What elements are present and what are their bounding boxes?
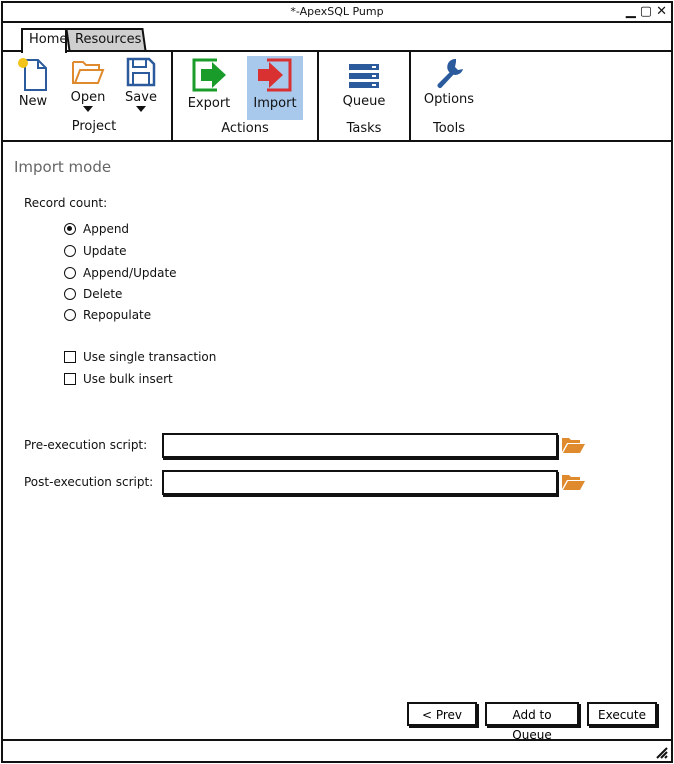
single-transaction-checkbox[interactable]: Use single transaction <box>64 350 216 364</box>
radio-delete[interactable]: Delete <box>64 287 122 301</box>
new-file-icon <box>16 56 50 92</box>
radio-append[interactable]: Append <box>64 222 129 236</box>
pre-execution-browse-button[interactable] <box>560 435 586 459</box>
prev-button[interactable]: < Prev <box>407 702 477 726</box>
pre-execution-label: Pre-execution script: <box>24 438 148 452</box>
post-execution-browse-button[interactable] <box>560 472 586 496</box>
pre-execution-script-input[interactable] <box>162 433 558 458</box>
ribbon-group-tasks <box>319 52 411 140</box>
minimize-icon[interactable]: ▁ <box>625 4 636 19</box>
export-arrow-icon <box>187 56 231 94</box>
save-disk-icon <box>125 56 157 88</box>
ribbon-group-tools <box>411 52 487 140</box>
import-mode-panel <box>3 142 671 742</box>
bulk-insert-checkbox[interactable]: Use bulk insert <box>64 372 173 386</box>
window-title: *-ApexSQL Pump <box>290 5 384 18</box>
ribbon-group-label: Actions <box>221 121 269 136</box>
ribbon <box>3 50 671 142</box>
folder-open-icon <box>560 472 586 492</box>
ribbon-group-project <box>3 52 173 140</box>
ribbon-tabs <box>3 23 671 51</box>
radio-selected-icon <box>64 223 76 235</box>
import-arrow-icon <box>253 56 297 94</box>
checkbox-icon <box>64 373 76 385</box>
ribbon-group-actions <box>173 52 319 140</box>
status-bar <box>3 739 671 761</box>
tab-resources[interactable]: Resources <box>65 28 146 52</box>
queue-button[interactable]: Queue <box>339 56 389 109</box>
post-execution-label: Post-execution script: <box>24 475 154 489</box>
new-button[interactable]: New <box>13 56 53 109</box>
record-count-label: Record count: <box>24 196 108 210</box>
window-controls <box>626 3 667 21</box>
save-button[interactable]: Save <box>121 56 161 112</box>
radio-update[interactable]: Update <box>64 244 126 258</box>
execute-button[interactable]: Execute <box>587 702 657 726</box>
resize-grip-icon[interactable] <box>654 745 668 759</box>
checkbox-icon <box>64 351 76 363</box>
radio-icon <box>64 288 76 300</box>
post-execution-script-input[interactable] <box>162 470 558 495</box>
radio-append-update[interactable]: Append/Update <box>64 266 177 280</box>
tab-home[interactable]: Home <box>21 28 67 53</box>
open-folder-icon <box>70 56 106 88</box>
app-window <box>1 1 673 763</box>
close-icon[interactable]: ✕ <box>656 4 667 19</box>
maximize-icon[interactable]: ▢ <box>639 4 653 19</box>
export-button[interactable]: Export <box>181 56 237 120</box>
ribbon-group-label: Project <box>71 119 117 134</box>
ribbon-group-label: Tasks <box>346 121 382 136</box>
radio-repopulate[interactable]: Repopulate <box>64 308 151 322</box>
queue-stack-icon <box>346 56 382 92</box>
radio-icon <box>64 245 76 257</box>
wrench-icon <box>432 56 466 90</box>
open-button[interactable]: Open <box>67 56 109 112</box>
chevron-down-icon <box>136 106 146 112</box>
page-title: Import mode <box>14 158 112 176</box>
radio-icon <box>64 267 76 279</box>
add-to-queue-button[interactable]: Add to Queue <box>485 702 579 726</box>
folder-open-icon <box>560 435 586 455</box>
options-button[interactable]: Options <box>419 56 479 107</box>
chevron-down-icon <box>83 106 93 112</box>
radio-icon <box>64 309 76 321</box>
ribbon-group-label: Tools <box>432 121 466 136</box>
import-button[interactable]: Import <box>247 56 303 120</box>
title-bar <box>3 3 671 23</box>
